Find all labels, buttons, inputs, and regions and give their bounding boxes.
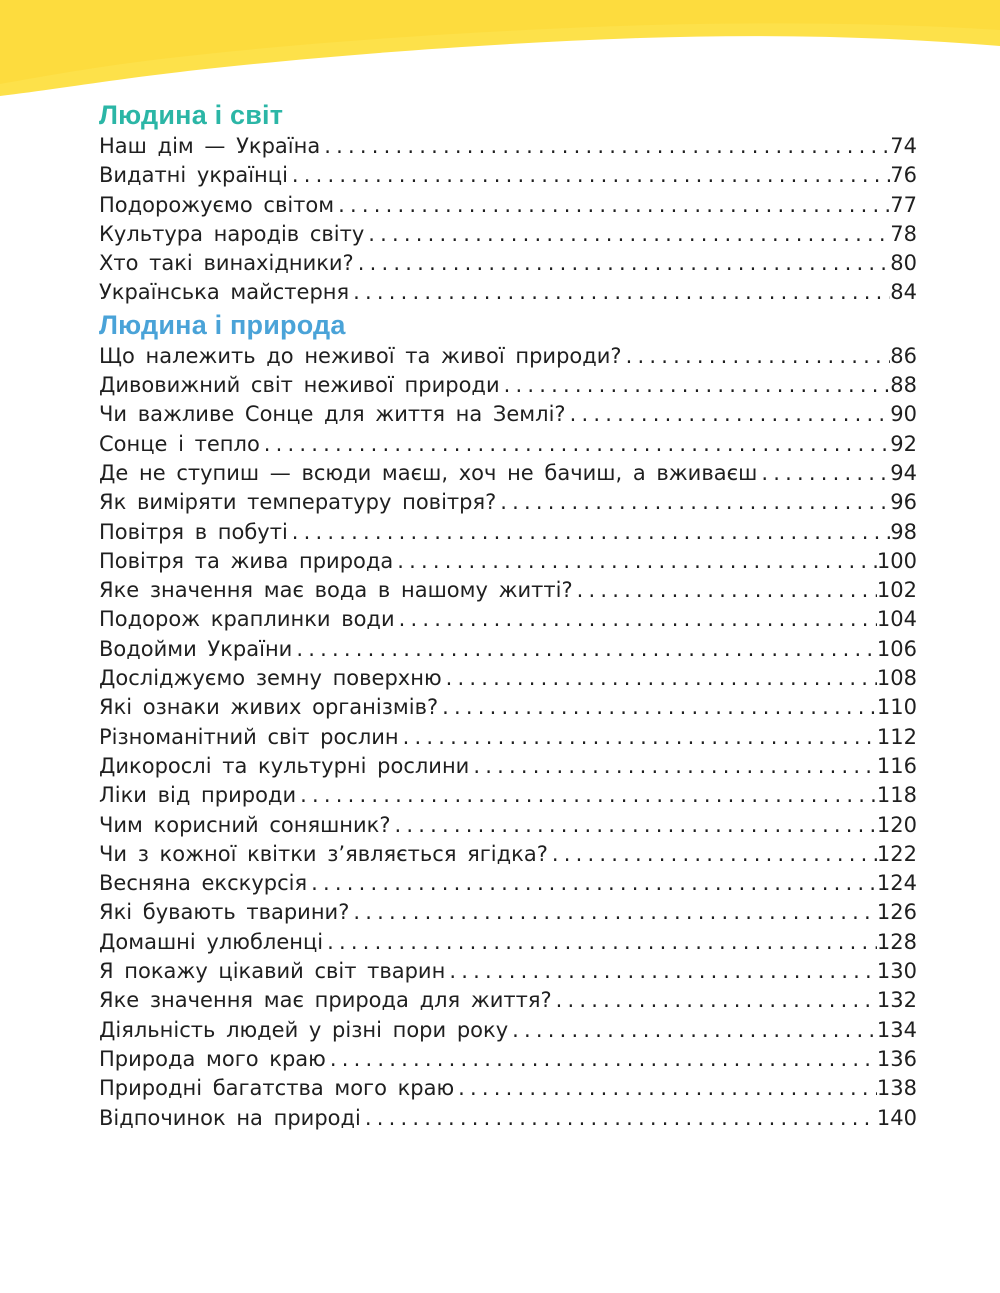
- entry-page-number: 92: [890, 431, 917, 456]
- dot-leader: [364, 220, 890, 249]
- dot-leader: [500, 371, 891, 400]
- toc-entry[interactable]: [99, 693, 917, 722]
- entry-title: Повітря в побуті: [99, 519, 288, 544]
- entry-title: Весняна екскурсія: [99, 871, 308, 896]
- dot-leader: [393, 547, 877, 576]
- entry-page-number: 102: [876, 578, 917, 603]
- entry-page-number: 128: [876, 929, 917, 954]
- entry-title: Досліджуємо земну поверхню: [99, 666, 442, 691]
- entry-page-number: 116: [876, 753, 917, 778]
- entry-page-number: 130: [876, 959, 917, 984]
- entry-title: Чи з кожної квітки з’являється ягідка?: [99, 841, 548, 866]
- toc-entry[interactable]: [99, 752, 917, 781]
- entry-title: Різноманітний світ рослин: [99, 724, 399, 749]
- dot-leader: [438, 693, 877, 722]
- toc-entry[interactable]: [99, 898, 917, 927]
- dot-leader: [757, 459, 890, 488]
- entry-title: Видатні українці: [99, 163, 288, 188]
- toc-entry[interactable]: [99, 459, 917, 488]
- toc-entry[interactable]: [99, 811, 917, 840]
- table-of-contents: [99, 98, 917, 1133]
- entry-page-number: 106: [876, 636, 917, 661]
- dot-leader: [454, 1074, 877, 1103]
- entry-title: Чи важливе Сонце для життя на Землі?: [99, 402, 566, 427]
- dot-leader: [349, 898, 877, 927]
- entry-page-number: 122: [876, 841, 917, 866]
- dot-leader: [442, 664, 877, 693]
- dot-leader: [354, 249, 891, 278]
- dot-leader: [349, 278, 890, 307]
- dot-leader: [391, 811, 877, 840]
- toc-entry[interactable]: [99, 249, 917, 278]
- entry-page-number: 120: [876, 812, 917, 837]
- dot-leader: [395, 605, 877, 634]
- section-items: [99, 342, 917, 1133]
- entry-title: Які бувають тварини?: [99, 900, 350, 925]
- entry-title: Що належить до неживої та живої природи?: [99, 343, 622, 368]
- entry-title: Хто такі винахідники?: [99, 251, 354, 276]
- dot-leader: [288, 518, 890, 547]
- entry-title: Як виміряти температуру повітря?: [99, 490, 497, 515]
- toc-section: [99, 98, 917, 308]
- entry-page-number: 96: [890, 490, 917, 515]
- entry-page-number: 77: [890, 192, 917, 217]
- dot-leader: [622, 342, 891, 371]
- dot-leader: [326, 1045, 877, 1074]
- entry-title: Подорожуємо світом: [99, 192, 335, 217]
- dot-leader: [573, 576, 877, 605]
- entry-title: Дивовижний світ неживої природи: [99, 373, 500, 398]
- entry-title: Українська майстерня: [99, 280, 350, 305]
- top-banner-wave: [0, 0, 1000, 100]
- entry-page-number: 126: [876, 900, 917, 925]
- entry-title: Сонце і тепло: [99, 431, 260, 456]
- entry-page-number: 78: [890, 221, 917, 246]
- toc-entry[interactable]: [99, 430, 917, 459]
- entry-page-number: 98: [890, 519, 917, 544]
- entry-page-number: 94: [890, 460, 917, 485]
- entry-page-number: 90: [890, 402, 917, 427]
- entry-title: Які ознаки живих організмів?: [99, 695, 439, 720]
- dot-leader: [307, 869, 877, 898]
- entry-page-number: 134: [876, 1017, 917, 1042]
- entry-title: Подорож краплинки води: [99, 607, 395, 632]
- dot-leader: [320, 132, 890, 161]
- entry-title: Яке значення має вода в нашому житті?: [99, 578, 573, 603]
- toc-entry[interactable]: [99, 132, 917, 161]
- toc-entry[interactable]: [99, 928, 917, 957]
- toc-entry[interactable]: [99, 605, 917, 634]
- entry-page-number: 74: [890, 134, 917, 158]
- entry-title: Де не ступиш — всюди маєш, хоч не бачиш, а вживаєш: [99, 460, 758, 485]
- toc-entry[interactable]: [99, 220, 917, 249]
- dot-leader: [288, 161, 890, 190]
- toc-entry[interactable]: [99, 278, 917, 307]
- entry-title: Я покажу цікавий світ тварин: [99, 959, 446, 984]
- toc-entry[interactable]: [99, 488, 917, 517]
- entry-page-number: 140: [876, 1105, 917, 1130]
- entry-page-number: 136: [876, 1046, 917, 1071]
- entry-page-number: 108: [876, 666, 917, 691]
- toc-entry[interactable]: [99, 161, 917, 190]
- entry-page-number: 138: [876, 1076, 917, 1101]
- toc-entry[interactable]: [99, 723, 917, 752]
- toc-entry[interactable]: [99, 342, 917, 371]
- entry-page-number: 76: [890, 163, 917, 188]
- dot-leader: [552, 986, 877, 1015]
- dot-leader: [399, 723, 877, 752]
- entry-title: Відпочинок на природі: [99, 1105, 361, 1130]
- entry-page-number: 118: [876, 783, 917, 808]
- toc-entry[interactable]: [99, 664, 917, 693]
- entry-title: Діяльність людей у різні пори року: [99, 1017, 509, 1042]
- toc-entry[interactable]: [99, 1104, 917, 1133]
- dot-leader: [260, 430, 890, 459]
- entry-page-number: 80: [890, 251, 917, 276]
- section-title: Людина і природа: [99, 309, 346, 340]
- toc-entry[interactable]: [99, 840, 917, 869]
- dot-leader: [548, 840, 877, 869]
- dot-leader: [445, 957, 877, 986]
- entry-title: Домашні улюбленці: [99, 929, 324, 954]
- entry-title: Повітря та жива природа: [99, 548, 394, 573]
- section-items: [99, 132, 917, 308]
- entry-page-number: 112: [876, 724, 917, 749]
- entry-page-number: 110: [876, 695, 917, 720]
- dot-leader: [566, 400, 891, 429]
- entry-page-number: 88: [890, 373, 917, 398]
- entry-page-number: 124: [876, 871, 917, 896]
- toc-entry[interactable]: [99, 191, 917, 220]
- entry-title: Яке значення має природа для життя?: [99, 988, 552, 1013]
- section-title: Людина і світ: [99, 100, 284, 130]
- toc-entry[interactable]: [99, 986, 917, 1015]
- toc-entry[interactable]: [99, 576, 917, 605]
- entry-title: Водойми України: [99, 636, 293, 661]
- entry-page-number: 104: [876, 607, 917, 632]
- dot-leader: [296, 781, 877, 810]
- toc-entry[interactable]: [99, 547, 917, 576]
- toc-entry[interactable]: [99, 1016, 917, 1045]
- dot-leader: [496, 488, 890, 517]
- toc-entry[interactable]: [99, 781, 917, 810]
- entry-title: Культура народів світу: [99, 221, 365, 246]
- dot-leader: [469, 752, 877, 781]
- entry-page-number: 86: [890, 343, 917, 368]
- dot-leader: [334, 191, 890, 220]
- dot-leader: [508, 1016, 877, 1045]
- dot-leader: [361, 1104, 877, 1133]
- dot-leader: [323, 928, 877, 957]
- entry-title: Природа мого краю: [99, 1046, 326, 1071]
- entry-title: Наш дім — Україна: [99, 134, 321, 158]
- toc-entry[interactable]: [99, 635, 917, 664]
- entry-title: Ліки від природи: [99, 783, 297, 808]
- dot-leader: [292, 635, 877, 664]
- entry-title: Дикорослі та культурні рослини: [99, 753, 470, 778]
- toc-entry[interactable]: [99, 400, 917, 429]
- entry-page-number: 84: [890, 280, 917, 305]
- entry-title: Чим корисний соняшник?: [99, 812, 391, 837]
- toc-entry[interactable]: [99, 518, 917, 547]
- toc-entry[interactable]: [99, 1045, 917, 1074]
- toc-entry[interactable]: [99, 1074, 917, 1103]
- toc-section: [99, 308, 917, 1133]
- toc-entry[interactable]: [99, 371, 917, 400]
- toc-entry[interactable]: [99, 957, 917, 986]
- toc-entry[interactable]: [99, 869, 917, 898]
- entry-page-number: 132: [876, 988, 917, 1013]
- entry-title: Природні багатства мого краю: [99, 1076, 455, 1101]
- entry-page-number: 100: [876, 548, 917, 573]
